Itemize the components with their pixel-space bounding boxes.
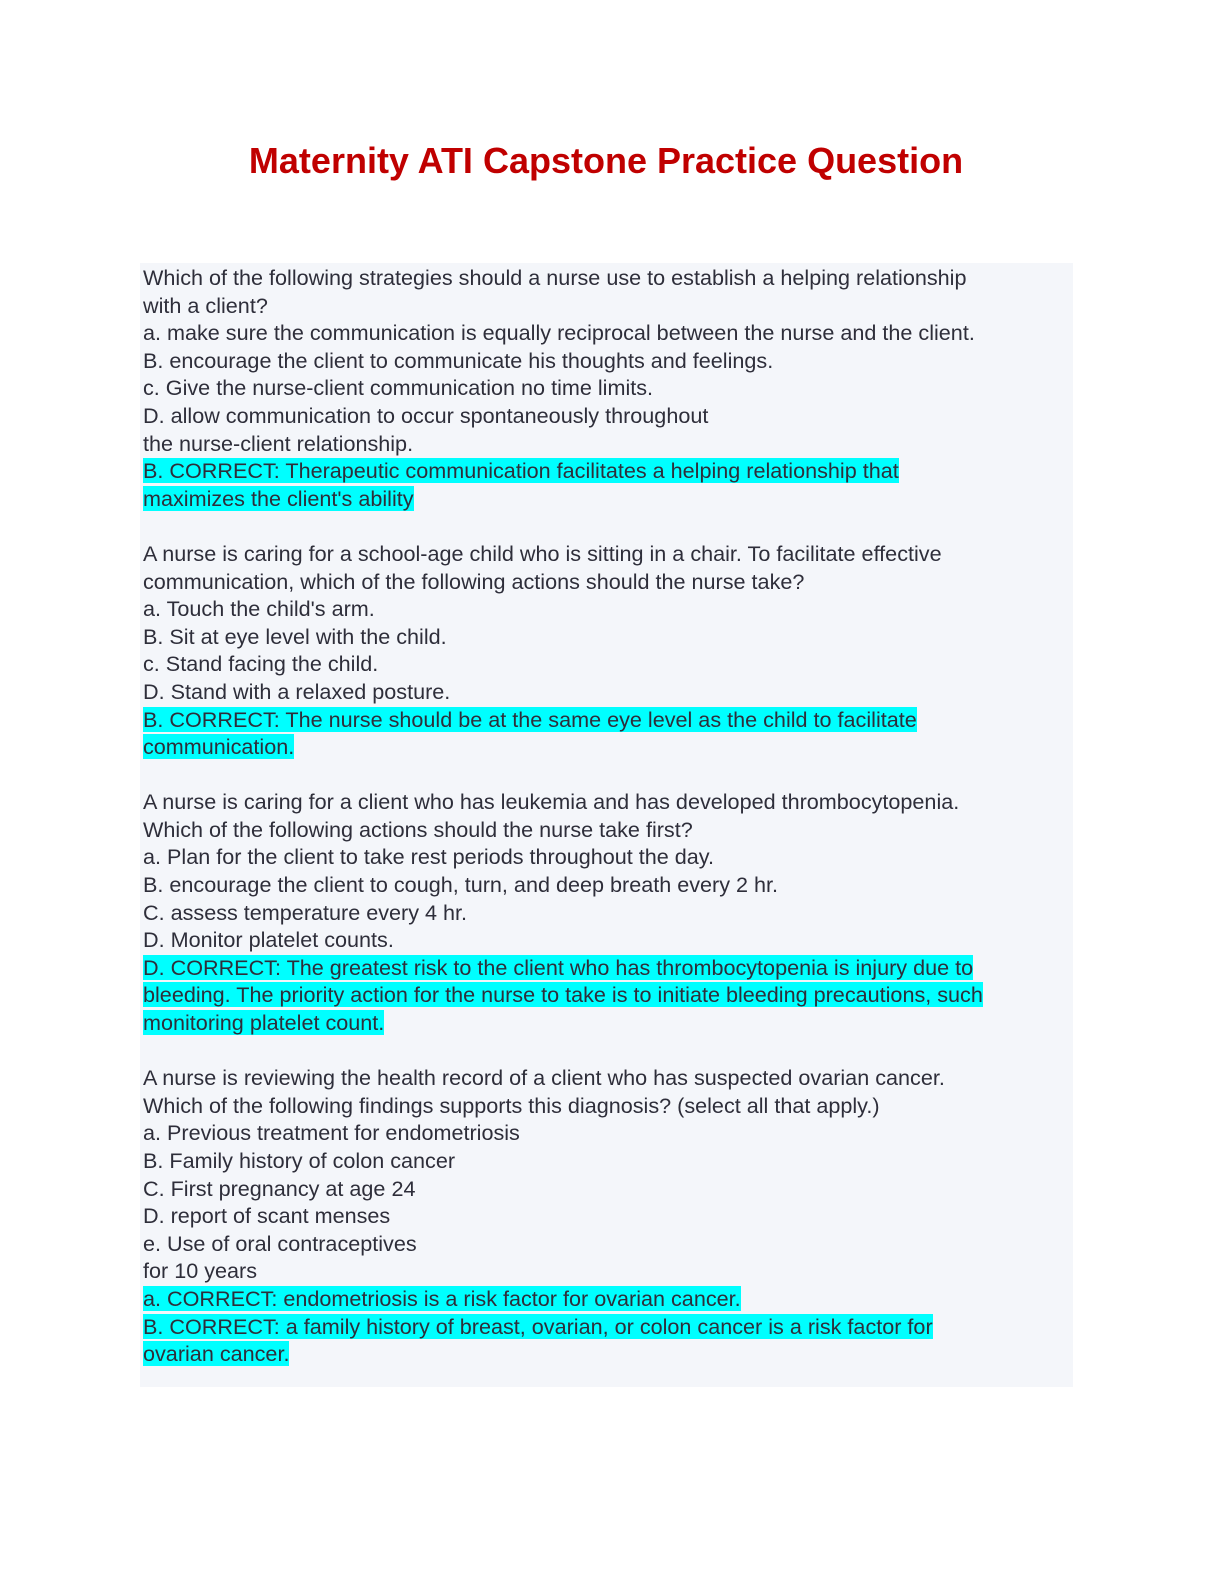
answer-line xyxy=(143,1313,1073,1341)
answer-line xyxy=(143,981,1073,1009)
question-line: D. allow communication to occur spontaneously throughout xyxy=(143,402,709,428)
question-line: B. encourage the client to cough, turn, and deep breath every 2 hr. xyxy=(143,872,779,898)
highlighted-answer: B. CORRECT: Therapeutic communication facilitates a helping relationship that xyxy=(143,458,899,484)
highlighted-answer: D. CORRECT: The greatest risk to the client who has thrombocytopenia is injury due to xyxy=(143,954,974,980)
question-line: e. Use of oral contraceptives xyxy=(143,1230,417,1256)
answer-line xyxy=(143,706,1073,734)
highlighted-answer: B. CORRECT: The nurse should be at the same eye level as the child to facilitate xyxy=(143,706,917,732)
question-text: A nurse is reviewing the health record of a client who has suspected ovarian cancer. xyxy=(143,1065,945,1091)
question-line: B. encourage the client to communicate his thoughts and feelings. xyxy=(143,347,774,373)
highlighted-answer: B. CORRECT: a family history of breast, ovarian, or colon cancer is a risk factor for xyxy=(143,1313,933,1339)
question-block xyxy=(143,540,1073,761)
answer-line xyxy=(143,954,1073,982)
question-line: a. make sure the communication is equally reciprocal between the nurse and the client. xyxy=(143,320,975,346)
answer-line xyxy=(143,457,1073,485)
question-line: for 10 years xyxy=(143,1258,258,1284)
question-line: B. Family history of colon cancer xyxy=(143,1148,456,1173)
question-spacer xyxy=(143,1037,1073,1065)
question-line: the nurse-client relationship. xyxy=(143,430,414,456)
highlighted-answer: ovarian cancer. xyxy=(143,1341,290,1367)
highlighted-answer: a. CORRECT: endometriosis is a risk factor for ovarian cancer. xyxy=(143,1285,741,1311)
question-block xyxy=(143,788,1073,1036)
highlighted-answer: maximizes the client's ability xyxy=(143,485,414,511)
question-line: with a client? xyxy=(143,292,268,318)
question-text: Which of the following strategies should a nurse use to establish a helping relationship xyxy=(143,265,967,290)
answer-line xyxy=(143,485,1073,513)
question-spacer xyxy=(143,512,1073,540)
question-block xyxy=(143,1064,1073,1368)
document-title: Maternity ATI Capstone Practice Question xyxy=(248,140,964,181)
question-line: D. Monitor platelet counts. xyxy=(143,927,394,953)
question-spacer xyxy=(143,761,1073,789)
question-line: a. Plan for the client to take rest periods throughout the day. xyxy=(143,844,714,870)
question-line: C. First pregnancy at age 24 xyxy=(143,1175,416,1201)
highlighted-answer: monitoring platelet count. xyxy=(143,1010,385,1036)
question-line: a. Touch the child's arm. xyxy=(143,596,375,622)
question-line: a. Previous treatment for endometriosis xyxy=(143,1120,520,1146)
answer-line xyxy=(143,1009,1073,1037)
question-line: B. Sit at eye level with the child. xyxy=(143,623,447,649)
question-line: communication, which of the following actions should the nurse take? xyxy=(143,568,805,594)
answer-line xyxy=(143,1285,1073,1313)
question-line: D. Stand with a relaxed posture. xyxy=(143,678,451,704)
question-list xyxy=(143,264,1073,1368)
answer-line xyxy=(143,1340,1073,1368)
question-line: Which of the following actions should the nurse take first? xyxy=(143,816,693,842)
highlighted-answer: communication. xyxy=(143,734,295,760)
question-text: A nurse is caring for a client who has leukemia and has developed thrombocytopenia. xyxy=(143,789,960,815)
question-text: A nurse is caring for a school-age child who is sitting in a chair. To facilitate effective xyxy=(143,540,942,566)
question-block xyxy=(143,264,1073,512)
highlighted-answer: bleeding. The priority action for the nurse to take is to initiate bleeding precautions, such xyxy=(143,982,983,1008)
question-line: c. Stand facing the child. xyxy=(143,651,379,677)
question-line: D. report of scant menses xyxy=(143,1203,391,1229)
answer-line xyxy=(143,733,1073,761)
question-line: C. assess temperature every 4 hr. xyxy=(143,899,468,925)
question-line: Which of the following findings supports this diagnosis? (select all that apply.) xyxy=(143,1092,880,1118)
question-line: c. Give the nurse-client communication no time limits. xyxy=(143,375,654,401)
